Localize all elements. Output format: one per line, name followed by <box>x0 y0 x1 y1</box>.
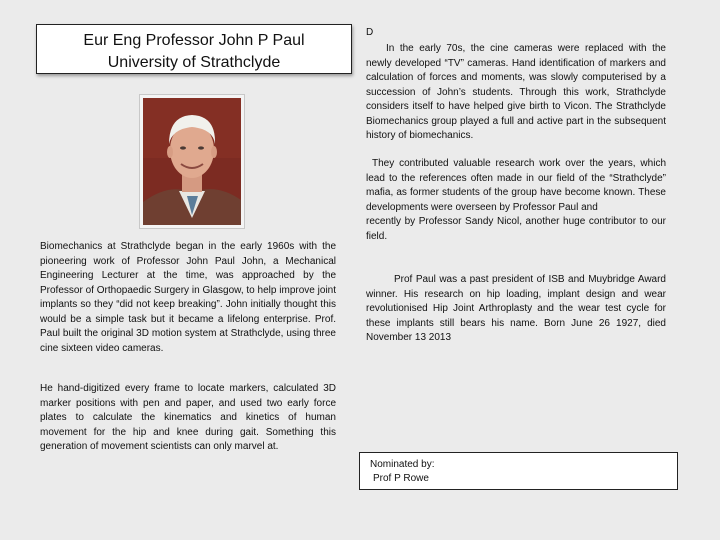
portrait-photo <box>140 95 244 228</box>
contributions-paragraph <box>366 157 666 244</box>
title-university: University of Strathclyde <box>107 54 281 71</box>
motion-capture-paragraph: He hand-digitized every frame to locate markers, calculated 3D marker positions with pen and paper, and used two early force plates to calculate the kinematics and kinetics of human movement for the hip and knee during gait. Something this generation of movement scientists can only marvel at. <box>40 383 336 452</box>
nominator-name: Prof P Rowe <box>373 473 429 484</box>
nominated-label: Nominated by: <box>370 459 435 470</box>
biography-paragraph: Prof Paul was a past president of ISB and Muybridge Award winner. His research on hip loading, implant design and wear revolutionised Hip Joint Arthroplasty and the wear test cycle for these implants still bears his name. Born June 26 1927, died November 13 2013 <box>366 274 666 343</box>
title-box <box>36 24 352 74</box>
section-label: D <box>366 27 374 38</box>
contributions-text-continued: recently by Professor Sandy Nicol, another huge contributor to our field. <box>366 216 666 242</box>
contributions-text: They contributed valuable research work over the years, which lead to the references often made in our field of the “Strathclyde” mafia, as former students of the group have become known. These developments were overseen by Professor Paul and <box>366 158 666 213</box>
intro-paragraph: Biomechanics at Strathclyde began in the early 1960s with the pioneering work of Professor John Paul John, a Mechanical Engineering Lecturer at the time, was approached by the Professor of Orthopaedic Surgery in Glasgow, to help improve joint implants so they “did not keep breaking”. John initially thought this would be a simple task but it became a lifelong enterprise. Prof. Paul built the original 3D motion system at Strathclyde, using three cine sixteen video cameras. <box>40 241 336 354</box>
seventies-paragraph: In the early 70s, the cine cameras were replaced with the newly developed “TV” cameras. Hand identification of markers and calculation of forces and moments, was slowly computerised by a succession of John’s students. Through this work, Strathclyde considers itself to have helped give birth to Vicon. The Strathclyde Biomechanics group played a full and active part in the subsequent history of biomechanics. <box>366 43 666 141</box>
portrait-image <box>143 98 241 225</box>
title-name: Eur Eng Professor John P Paul <box>83 32 305 49</box>
nominated-box <box>359 452 678 490</box>
